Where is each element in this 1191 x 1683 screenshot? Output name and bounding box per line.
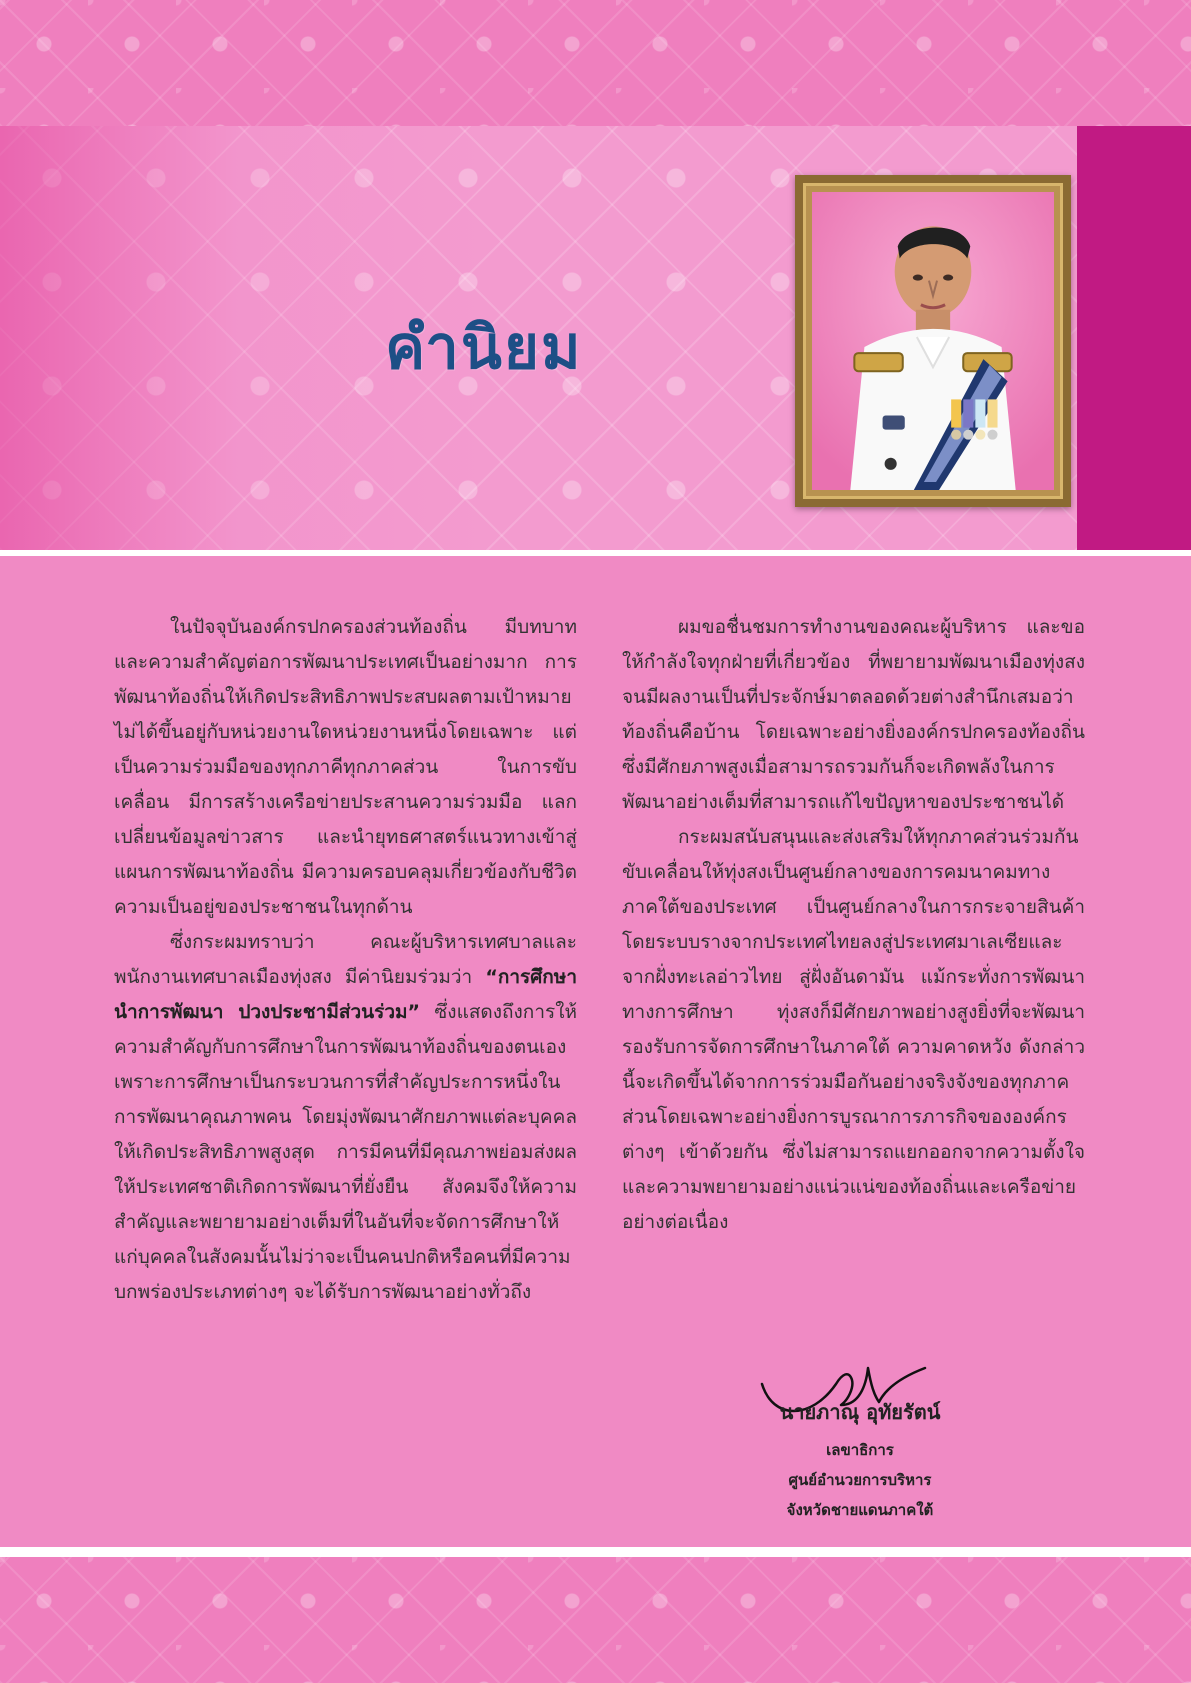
bottom-pattern-band (0, 1557, 1191, 1683)
left-paragraph-2-before: ซึ่งกระผมทราบว่า คณะผู้บริหารเทศบาลและพนักงานเทศบาลเมืองทุ่งสง มีค่านิยมร่วมว่า (114, 931, 577, 988)
signer-title-2: ศูนย์อำนวยการบริหาร (788, 1471, 932, 1489)
portrait-frame (795, 175, 1071, 507)
right-accent-strip (1077, 126, 1191, 550)
bottom-divider (0, 1547, 1191, 1557)
signer-name: นายภาณุ อุทัยรัตน์ (779, 1400, 941, 1424)
right-paragraph-2: กระผมสนับสนุนและส่งเสริมให้ทุกภาคส่วนร่วมกันขับเคลื่อนให้ทุ่งสงเป็นศูนย์กลางของการคมนาคมทางภาคใต้ของประเทศ เป็นศูนย์กลางในการกระจายสินค้า โดยระบบรางจากประเทศไทยลงสู่ประเทศมาเลเซียและจากฝั่งทะเลอ่าวไทย สู่ฝั่งอันดามัน แม้กระทั่งการพัฒนาทางการศึกษา ทุ่งสงก็มีศักยภาพอย่างสูงยิ่งที่จะพัฒนารองรับการจัดการศึกษาในภาคใต้ ความคาดหวัง ดังกล่าวนี้จะเกิดขึ้นได้จากการร่วมมือกันอย่างจริงจังของทุกภาคส่วนโดยเฉพาะอย่างยิ่งการบูรณาการภารกิจขององค์กรต่างๆ เข้าด้วยกัน ซึ่งไม่สามารถแยกออกจากความตั้งใจและความพยายามอย่างแน่วแน่ของท้องถิ่นและเครือข่ายอย่างต่อเนื่อง (622, 826, 1085, 1233)
left-paragraph-1: ในปัจจุบันองค์กรปกครองส่วนท้องถิ่น มีบทบาทและความสำคัญต่อการพัฒนาประเทศเป็นอย่างมาก การพัฒนาท้องถิ่นให้เกิดประสิทธิภาพประสบผลตามเป้าหมายไม่ได้ขึ้นอยู่กับหน่วยงานใดหน่วยงานหนึ่งโดยเฉพาะ แต่เป็นความร่วมมือของทุกภาคีทุกภาคส่วน ในการขับเคลื่อน มีการสร้างเครือข่ายประสานความร่วมมือ แลกเปลี่ยนข้อมูลข่าวสาร และนำยุทธศาสตร์แนวทางเข้าสู่แผนการพัฒนาท้องถิ่น มีความครอบคลุมเกี่ยวข้องกับชีวิตความเป็นอยู่ของประชาชนในทุกด้าน (114, 616, 577, 918)
page-title: คำนิยม (385, 313, 583, 383)
signer-title-1: เลขาธิการ (826, 1441, 894, 1459)
left-paragraph-2-after: ซึ่งแสดงถึงการให้ความสำคัญกับการศึกษาในการพัฒนาท้องถิ่นของตนเอง เพราะการศึกษาเป็นกระบวนการที่สำคัญประการหนึ่งในการพัฒนาคุณภาพคน โดยมุ่งพัฒนาศักยภาพแต่ละบุคคลให้เกิดประสิทธิภาพสูงสุด การมีคนที่มีคุณภาพย่อมส่งผลให้ประเทศชาติเกิดการพัฒนาที่ยั่งยืน สังคมจึงให้ความสำคัญและพยายามอย่างเต็มที่ในอันที่จะจัดการศึกษาให้แก่บุคคลในสังคมนั้นไม่ว่าจะเป็นคนปกติหรือคนที่มีความบกพร่องประเภทต่างๆ จะได้รับการพัฒนาอย่างทั่วถึง (114, 1001, 577, 1303)
right-paragraph-1: ผมขอชื่นชมการทำงานของคณะผู้บริหาร และขอให้กำลังใจทุกฝ่ายที่เกี่ยวข้อง ที่พยายามพัฒนาเมืองทุ่งสงจนมีผลงานเป็นที่ประจักษ์มาตลอดด้วยต่างสำนึกเสมอว่าท้องถิ่นคือบ้าน โดยเฉพาะอย่างยิ่งองค์กรปกครองท้องถิ่นซึ่งมีศักยภาพสูงเมื่อสามารถรวมกันก็จะเกิดพลังในการพัฒนาอย่างเต็มที่สามารถแก้ไขปัญหาของประชาชนได้ (622, 616, 1085, 813)
signer-title-3: จังหวัดชายแดนภาคใต้ (786, 1501, 934, 1519)
left-paragraph-2 (114, 925, 577, 1310)
portrait-icon (812, 192, 1054, 490)
right-text-column (622, 610, 1085, 1240)
left-text-column (114, 610, 577, 1310)
motto-quote: “การศึกษานำการพัฒนา ปวงประชามีส่วนร่วม” (114, 966, 577, 1023)
top-pattern-band (0, 0, 1191, 126)
